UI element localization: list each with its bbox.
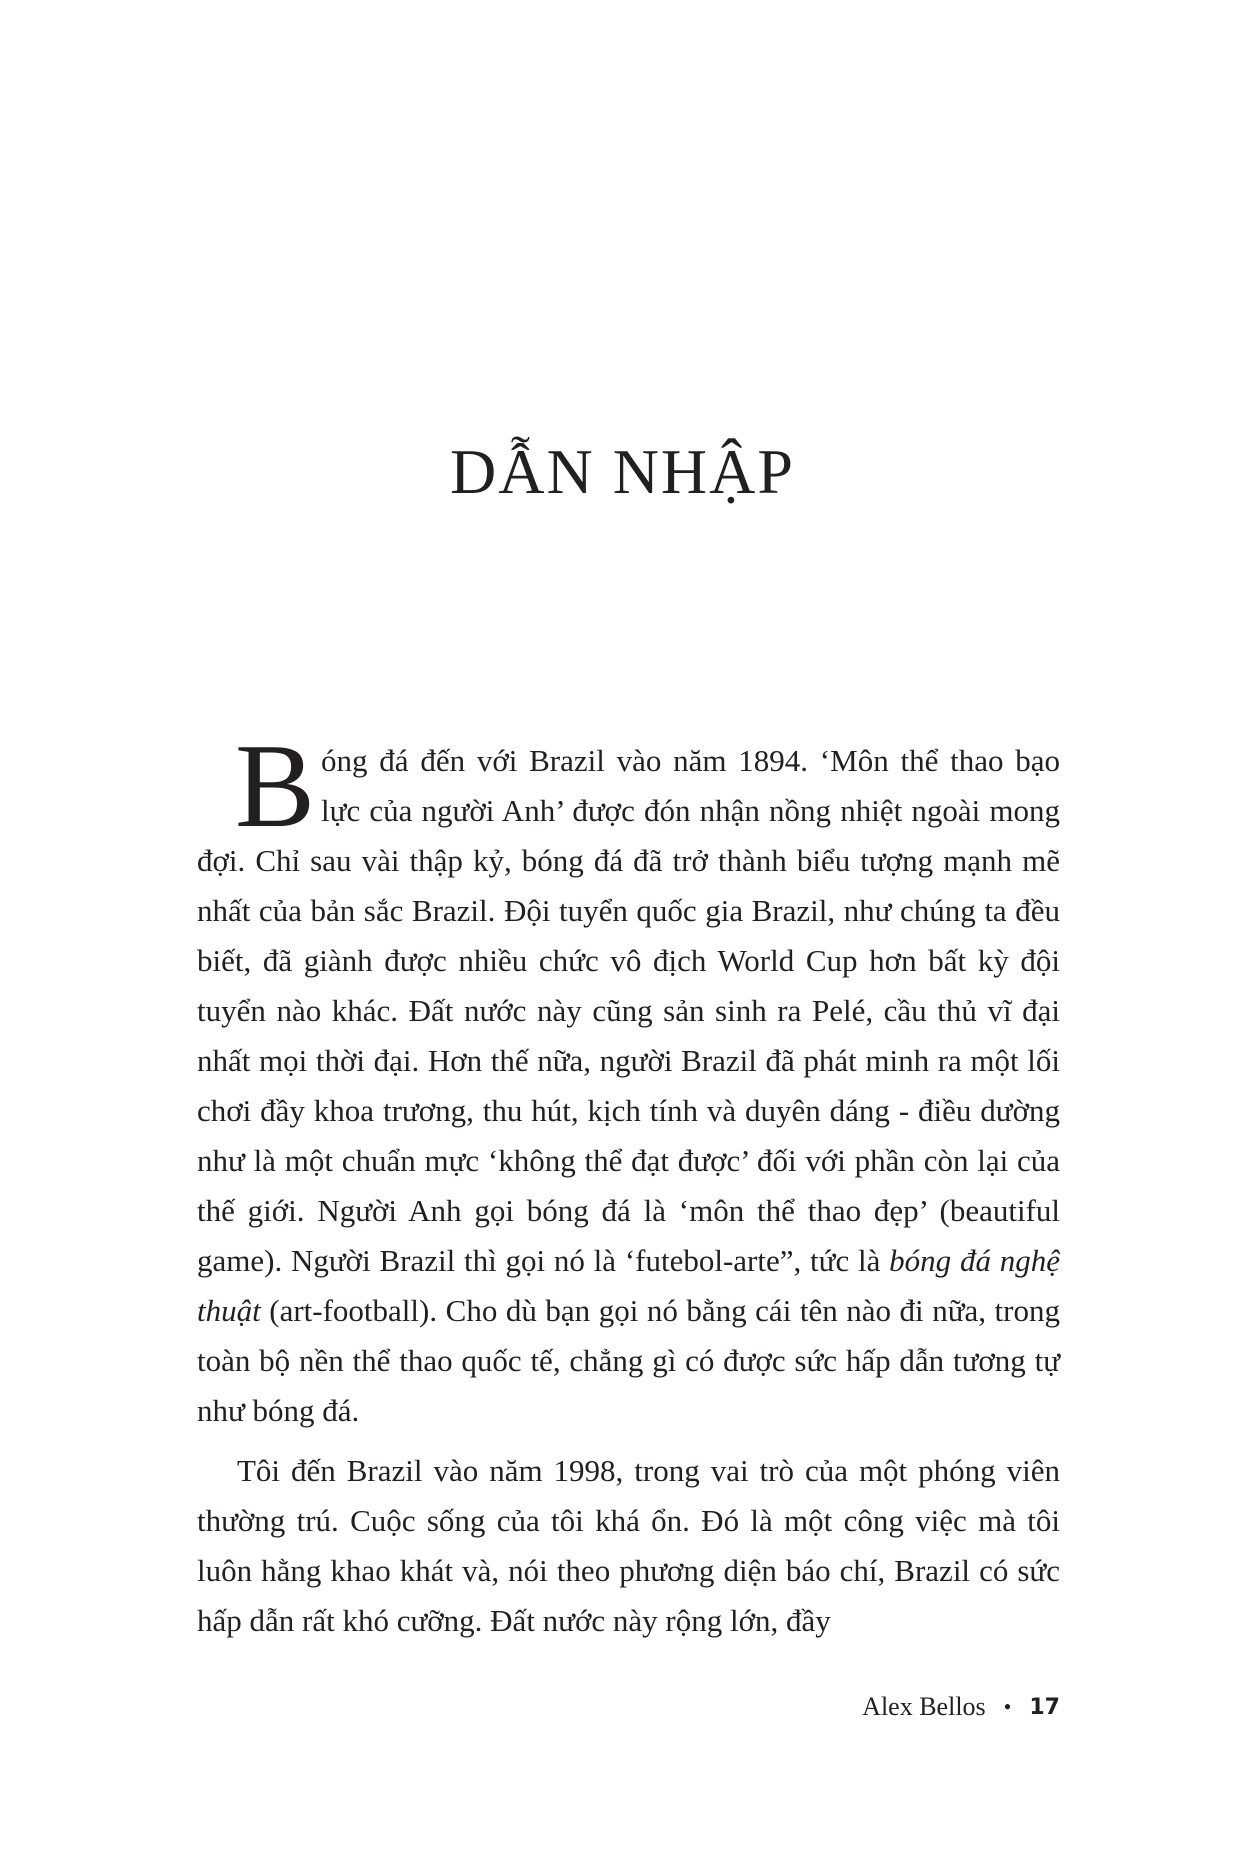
paragraph-1-tail: (art-football). Cho dù bạn gọi nó bằng cái tên nào đi nữa, trong toàn bộ nền thể thao quốc tế, chẳng gì có được sức hấp dẫn tương tự như bóng đá. [197, 1293, 1060, 1428]
page-footer [862, 1692, 1060, 1722]
paragraph-1 [197, 719, 1060, 1436]
drop-cap: B [235, 719, 316, 852]
paragraph-1-lead: óng đá đến với Brazil vào năm 1894. ‘Môn thể thao bạo lực của người Anh’ được đón nhận nồng nhiệt ngoài mong đợi. Chỉ sau vài thập kỷ, bóng đá đã trở thành biểu tượng mạnh mẽ nhất của bản sắc Brazil. Đội tuyển quốc gia Brazil, như chúng ta đều biết, đã giành được nhiều chức vô địch World Cup hơn bất kỳ đội tuyển nào khác. Đất nước này cũng sản sinh ra Pelé, cầu thủ vĩ đại nhất mọi thời đại. Hơn thế nữa, người Brazil đã phát minh ra một lối chơi đầy khoa trương, thu hút, kịch tính và duyên dáng - điều dường như là một chuẩn mực ‘không thể đạt được’ đối với phần còn lại của thế giới. Người Anh gọi bóng đá là ‘môn thể thao đẹp’ (beautiful game). Người Brazil thì gọi nó là ‘futebol-arte”, tức là [197, 743, 1060, 1278]
footer-separator: • [1003, 1694, 1012, 1719]
footer-author: Alex Bellos [862, 1692, 986, 1721]
paragraph-2: Tôi đến Brazil vào năm 1998, trong vai trò của một phóng viên thường trú. Cuộc sống của tôi khá ổn. Đó là một công việc mà tôi luôn hằng khao khát và, nói theo phương diện báo chí, Brazil có sức hấp dẫn rất khó cưỡng. Đất nước này rộng lớn, đầy [197, 1453, 1060, 1638]
page-number: 17 [1029, 1694, 1060, 1720]
body-text [197, 719, 1060, 1646]
chapter-title: DẪN NHẬP [450, 436, 795, 507]
paragraph-1-italic: bóng đá nghệ thuật [197, 1243, 1060, 1328]
